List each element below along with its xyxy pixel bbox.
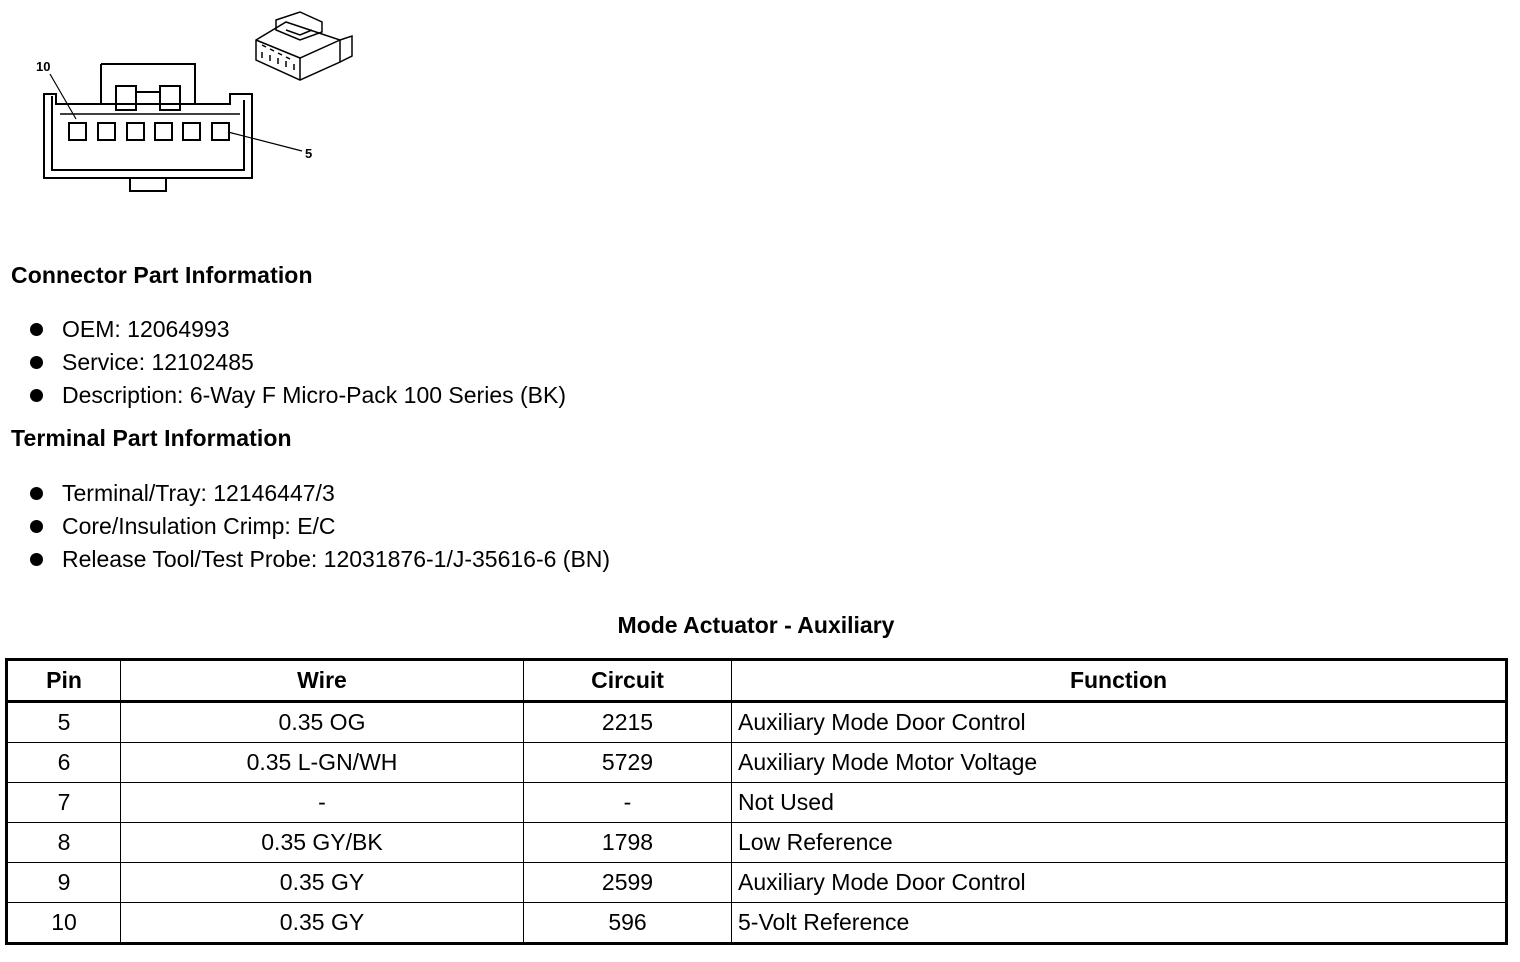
- list-item: [28, 313, 566, 346]
- table-row: [7, 823, 1507, 863]
- table-row: [7, 903, 1507, 944]
- pin-cell: 6: [7, 743, 121, 783]
- function-cell: Low Reference: [732, 823, 1507, 863]
- connector-diagram: [0, 0, 400, 215]
- table-row: [7, 743, 1507, 783]
- terminal-tray: Terminal/Tray: 12146447/3: [62, 480, 335, 506]
- release-tool: Release Tool/Test Probe: 12031876-1/J-35616-6 (BN): [62, 546, 611, 572]
- wire-cell: 0.35 GY/BK: [121, 823, 524, 863]
- column-header-function: Function: [732, 660, 1507, 702]
- bullet-icon: [30, 356, 43, 369]
- service-number: Service: 12102485: [62, 349, 254, 375]
- list-item: [28, 477, 610, 510]
- bullet-icon: [30, 487, 43, 500]
- table-row: [7, 783, 1507, 823]
- column-header-circuit: Circuit: [524, 660, 732, 702]
- function-cell: Auxiliary Mode Door Control: [732, 702, 1507, 743]
- pin-cavities: [69, 123, 229, 140]
- list-item: [28, 543, 610, 576]
- oem-number: OEM: 12064993: [62, 316, 230, 342]
- table-row: [7, 863, 1507, 903]
- pin-cell: 5: [7, 702, 121, 743]
- wire-cell: 0.35 OG: [121, 702, 524, 743]
- function-cell: 5-Volt Reference: [732, 903, 1507, 944]
- list-item: [28, 346, 566, 379]
- circuit-cell: -: [524, 783, 732, 823]
- circuit-cell: 5729: [524, 743, 732, 783]
- connector-info-list: [28, 313, 566, 412]
- pin-cell: 9: [7, 863, 121, 903]
- connector-description: Description: 6-Way F Micro-Pack 100 Series (BK): [62, 382, 567, 408]
- circuit-cell: 596: [524, 903, 732, 944]
- connector-iso-thumbnail: [256, 12, 352, 80]
- wire-cell: 0.35 GY: [121, 863, 524, 903]
- column-header-wire: Wire: [121, 660, 524, 702]
- wire-cell: 0.35 GY: [121, 903, 524, 944]
- bullet-icon: [30, 553, 43, 566]
- circuit-cell: 2215: [524, 702, 732, 743]
- bullet-icon: [30, 323, 43, 336]
- circuit-cell: 1798: [524, 823, 732, 863]
- list-item: [28, 510, 610, 543]
- function-cell: Not Used: [732, 783, 1507, 823]
- pin-label-5: 5: [305, 146, 313, 161]
- pin-cavity-8: [127, 123, 144, 140]
- pin-cell: 8: [7, 823, 121, 863]
- pin-cavity-6: [183, 123, 200, 140]
- connector-info-heading: Connector Part Information: [11, 262, 313, 288]
- pin-cell: 10: [7, 903, 121, 944]
- pin-cavity-7: [155, 123, 172, 140]
- table-title: Mode Actuator - Auxiliary: [617, 612, 895, 638]
- wire-cell: -: [121, 783, 524, 823]
- pin-cavity-5: [212, 123, 229, 140]
- circuit-cell: 2599: [524, 863, 732, 903]
- bullet-icon: [30, 389, 43, 402]
- bullet-icon: [30, 520, 43, 533]
- column-header-pin: Pin: [7, 660, 121, 702]
- pin-cavity-9: [98, 123, 115, 140]
- crimp-type: Core/Insulation Crimp: E/C: [62, 513, 336, 539]
- terminal-info-list: [28, 477, 610, 576]
- pin-cavity-10: [69, 123, 86, 140]
- table-header-row: [7, 660, 1507, 702]
- list-item: [28, 379, 566, 412]
- function-cell: Auxiliary Mode Motor Voltage: [732, 743, 1507, 783]
- function-cell: Auxiliary Mode Door Control: [732, 863, 1507, 903]
- pin-label-10: 10: [36, 59, 51, 74]
- table-row: [7, 702, 1507, 743]
- terminal-info-heading: Terminal Part Information: [11, 425, 292, 451]
- pinout-table: [5, 658, 1508, 945]
- wire-cell: 0.35 L-GN/WH: [121, 743, 524, 783]
- connector-face-drawing: [0, 0, 400, 215]
- pin-cell: 7: [7, 783, 121, 823]
